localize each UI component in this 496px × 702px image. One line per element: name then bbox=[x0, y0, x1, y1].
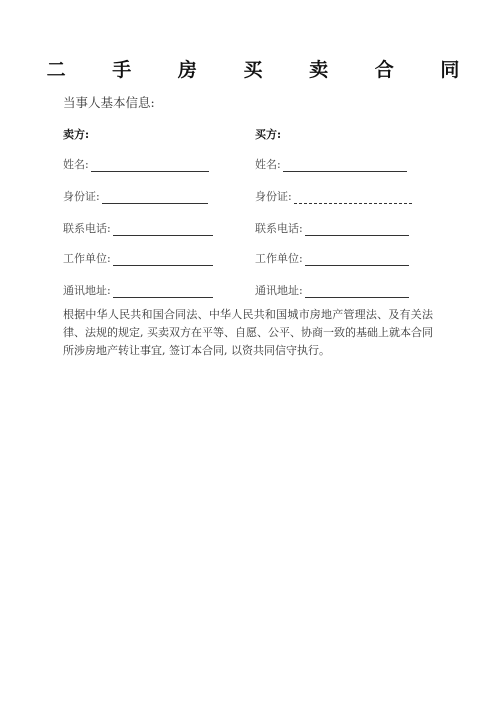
seller-address-field[interactable] bbox=[63, 282, 213, 298]
buyer-name-line[interactable] bbox=[283, 159, 407, 172]
seller-name-field[interactable] bbox=[63, 156, 209, 172]
seller-heading: 卖方: bbox=[63, 128, 90, 141]
seller-address-line[interactable] bbox=[113, 285, 213, 298]
buyer-id-label: 身份证: bbox=[255, 190, 292, 203]
seller-employer-line[interactable] bbox=[113, 253, 213, 266]
buyer-id-line[interactable] bbox=[294, 191, 412, 204]
buyer-address-field[interactable] bbox=[255, 282, 409, 298]
buyer-name-field[interactable] bbox=[255, 156, 407, 172]
buyer-employer-line[interactable] bbox=[305, 253, 409, 266]
buyer-address-label: 通讯地址: bbox=[255, 284, 303, 297]
parties-info-label: 当事人基本信息: bbox=[63, 95, 155, 110]
seller-employer-field[interactable] bbox=[63, 250, 213, 266]
buyer-phone-label: 联系电话: bbox=[255, 222, 303, 235]
seller-id-line[interactable] bbox=[102, 191, 208, 204]
seller-id-label: 身份证: bbox=[63, 190, 100, 203]
document-title: 二 手 房 买 卖 合 同 bbox=[46, 59, 480, 81]
contract-preamble-paragraph: 根据中华人民共和国合同法、中华人民共和国城市房地产管理法、及有关法律、法规的规定, 买卖双方在平等、自愿、公平、协商一致的基础上就本合同所涉房地产转让事宜, 签订本合同, 以资共同信守执行。 bbox=[63, 308, 433, 357]
buyer-phone-field[interactable] bbox=[255, 220, 409, 236]
seller-address-label: 通讯地址: bbox=[63, 284, 111, 297]
buyer-employer-field[interactable] bbox=[255, 250, 409, 266]
buyer-id-field[interactable] bbox=[255, 188, 412, 204]
buyer-heading: 买方: bbox=[255, 128, 282, 141]
seller-id-field[interactable] bbox=[63, 188, 208, 204]
buyer-employer-label: 工作单位: bbox=[255, 252, 303, 265]
seller-name-line[interactable] bbox=[91, 159, 209, 172]
buyer-name-label: 姓名: bbox=[255, 158, 281, 171]
seller-phone-field[interactable] bbox=[63, 220, 213, 236]
buyer-address-line[interactable] bbox=[305, 285, 409, 298]
seller-phone-label: 联系电话: bbox=[63, 222, 111, 235]
seller-name-label: 姓名: bbox=[63, 158, 89, 171]
seller-employer-label: 工作单位: bbox=[63, 252, 111, 265]
buyer-phone-line[interactable] bbox=[305, 223, 409, 236]
seller-phone-line[interactable] bbox=[113, 223, 213, 236]
